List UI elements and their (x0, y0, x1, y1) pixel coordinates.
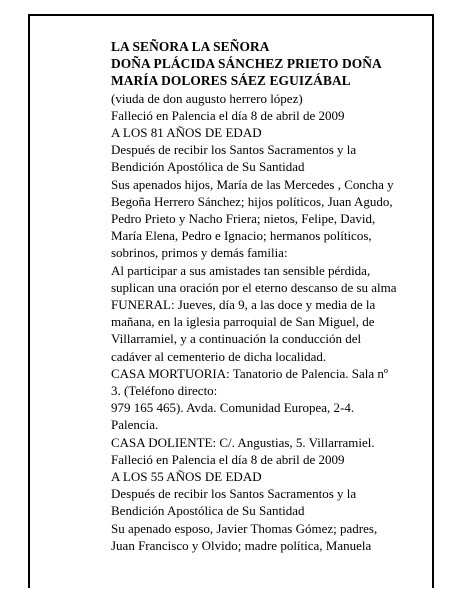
body-line: cadáver al cementerio de dicha localidad. (111, 348, 327, 364)
body-line: Villarramiel, y a continuación la conducción del (111, 331, 362, 347)
body-line: Su apenado esposo, Javier Thomas Gómez; padres, (111, 520, 378, 536)
body-line: CASA DOLIENTE: C/. Angustias, 5. Villarramiel. (111, 434, 375, 450)
body-line: Después de recibir los Santos Sacramentos y la (111, 486, 357, 502)
body-line: (viuda de don augusto herrero lópez) (111, 90, 303, 106)
body-line: Bendición Apostólica de Su Santidad (111, 503, 305, 519)
body-line: CASA MORTUORIA: Tanatorio de Palencia. Sala nº (111, 365, 388, 381)
body-line: Pedro Prieto y Nacho Friera; nietos, Felipe, David, (111, 211, 376, 227)
heading-line: MARÍA DOLORES SÁEZ EGUIZÁBAL (111, 73, 351, 89)
body-line: María Elena, Pedro e Ignacio; hermanos políticos, (111, 228, 372, 244)
obituary-heading (111, 38, 417, 90)
body-line: mañana, en la iglesia parroquial de San Miguel, de (111, 314, 375, 330)
body-line: Después de recibir los Santos Sacramentos y la (111, 142, 357, 158)
body-line: Palencia. (111, 417, 159, 433)
body-line: suplican una oración por el eterno descanso de su alma (111, 279, 397, 295)
body-line: Sus apenados hijos, María de las Mercedes , Concha y (111, 176, 394, 192)
heading-line: LA SEÑORA LA SEÑORA (111, 39, 270, 54)
body-line: Juan Francisco y Olvido; madre política, Manuela (111, 537, 372, 553)
body-line: Falleció en Palencia el día 8 de abril de 2009 (111, 451, 345, 467)
body-line: A LOS 81 AÑOS DE EDAD (111, 125, 262, 141)
body-line: Begoña Herrero Sánchez; hijos políticos, Juan Agudo, (111, 193, 393, 209)
obituary-body (111, 90, 417, 554)
body-line: sobrinos, primos y demás familia: (111, 245, 288, 261)
obituary-text (111, 38, 417, 554)
body-line: FUNERAL: Jueves, día 9, a las doce y media de la (111, 297, 376, 313)
heading-line: DOÑA PLÁCIDA SÁNCHEZ PRIETO DOÑA (111, 56, 382, 72)
body-line: 3. (Teléfono directo: (111, 383, 218, 399)
body-line: Al participar a sus amistades tan sensible pérdida, (111, 262, 371, 278)
body-line: A LOS 55 AÑOS DE EDAD (111, 469, 262, 485)
body-line: 979 165 465). Avda. Comunidad Europea, 2-4. (111, 400, 355, 416)
body-line: Falleció en Palencia el día 8 de abril de 2009 (111, 107, 345, 123)
body-line: Bendición Apostólica de Su Santidad (111, 159, 305, 175)
